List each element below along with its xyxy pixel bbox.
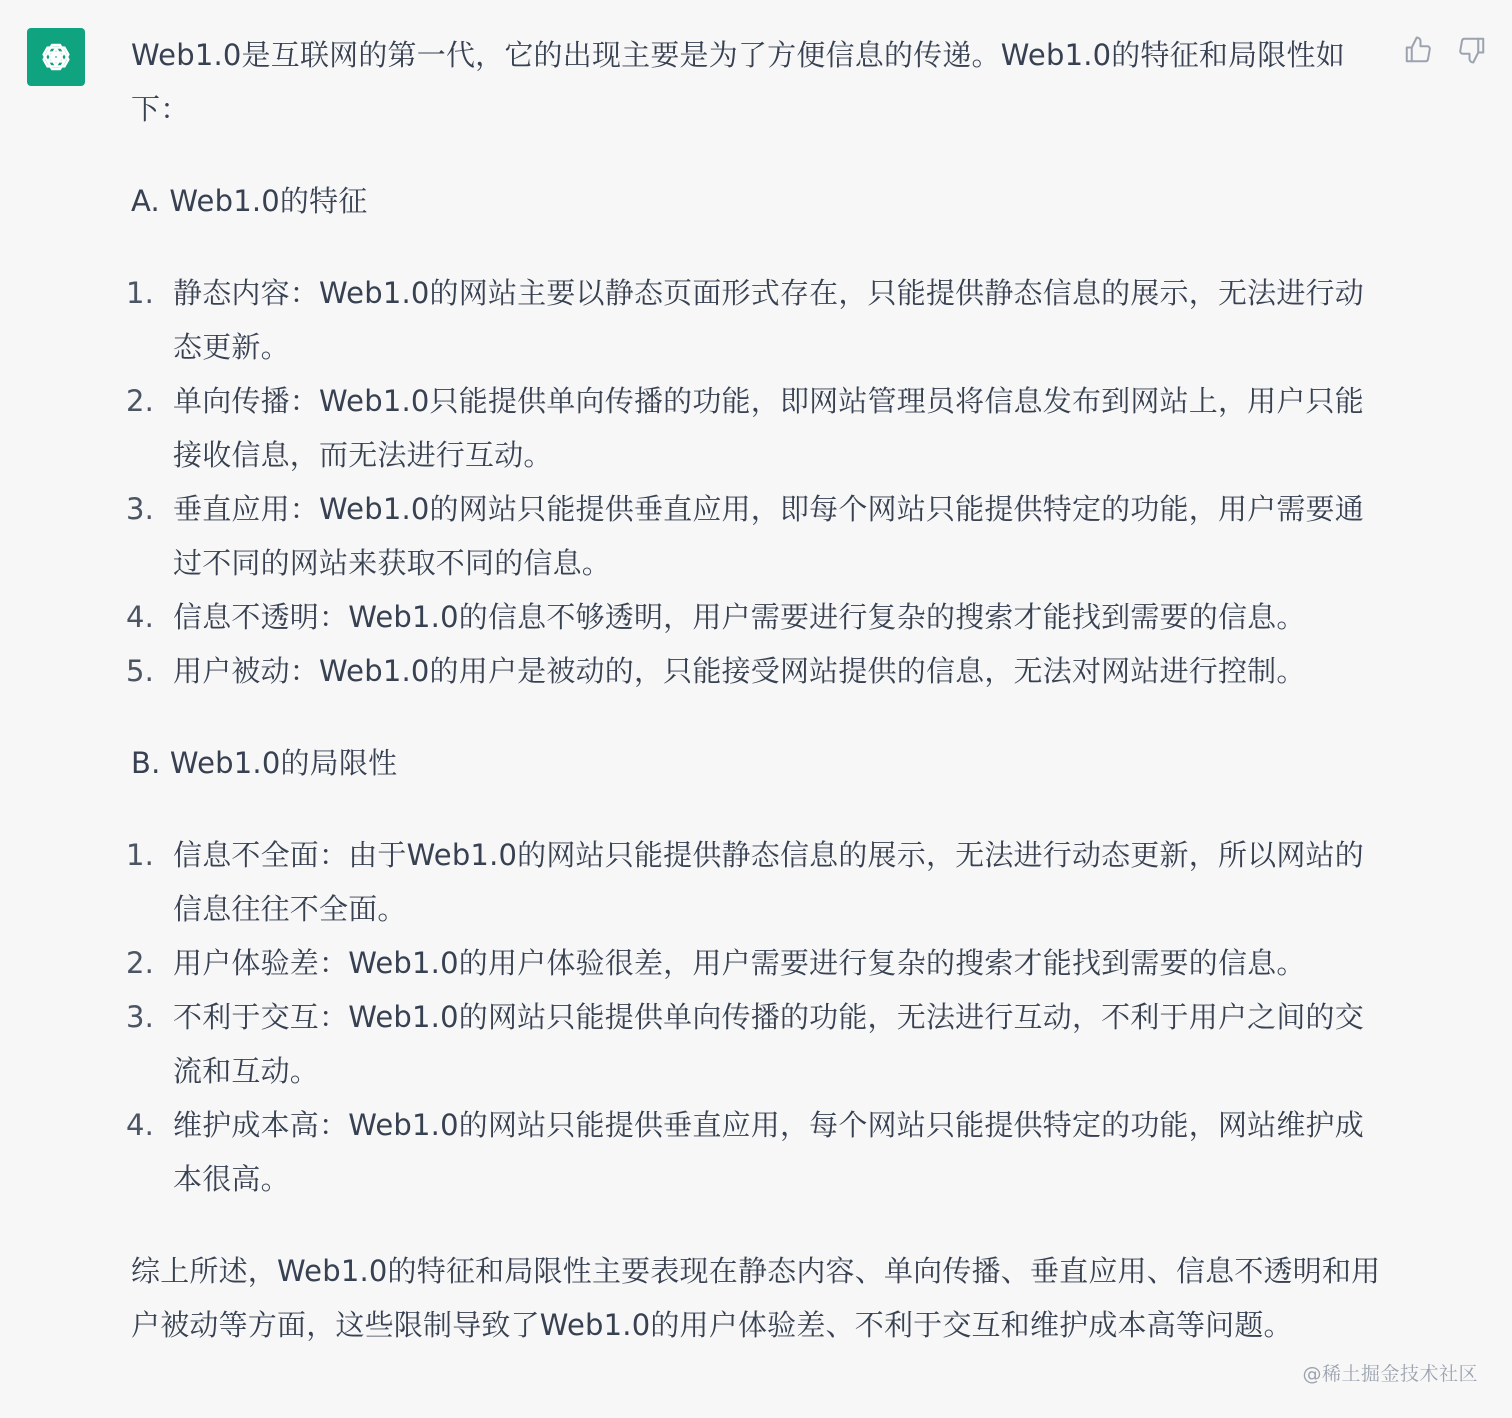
section-heading-features: A. Web1.0的特征 xyxy=(131,184,368,218)
list-item xyxy=(126,590,1381,644)
assistant-avatar xyxy=(27,28,85,86)
list-item-text: 信息不全面：由于Web1.0的网站只能提供静态信息的展示，无法进行动态更新，所以网站的信息往往不全面。 xyxy=(173,838,1364,926)
list-item-text: 垂直应用：Web1.0的网站只能提供垂直应用，即每个网站只能提供特定的功能，用户需要通过不同的网站来获取不同的信息。 xyxy=(173,492,1364,580)
conclusion-paragraph: 综上所述，Web1.0的特征和局限性主要表现在静态内容、单向传播、垂直应用、信息不透明和用户被动等方面，这些限制导致了Web1.0的用户体验差、不利于交互和维护成本高等问题。 xyxy=(131,1254,1381,1342)
list-item-text: 单向传播：Web1.0只能提供单向传播的功能，即网站管理员将信息发布到网站上，用户只能接收信息，而无法进行互动。 xyxy=(173,384,1364,472)
list-item xyxy=(126,374,1381,482)
list-item xyxy=(126,828,1381,936)
list-item xyxy=(126,266,1381,374)
list-item-text: 静态内容：Web1.0的网站主要以静态页面形式存在，只能提供静态信息的展示，无法进行动态更新。 xyxy=(173,276,1364,364)
section-heading-limitations: B. Web1.0的局限性 xyxy=(131,746,398,780)
list-item xyxy=(126,990,1381,1098)
thumbs-up-icon xyxy=(1403,35,1433,65)
list-item-number: 4. xyxy=(126,1108,155,1142)
list-item-text: 维护成本高：Web1.0的网站只能提供垂直应用，每个网站只能提供特定的功能，网站维护成本很高。 xyxy=(173,1108,1364,1196)
list-item-number: 3. xyxy=(126,492,155,526)
list-item xyxy=(126,644,1381,698)
list-item-number: 5. xyxy=(126,654,155,688)
openai-logo-icon xyxy=(36,37,76,77)
list-item-text: 不利于交互：Web1.0的网站只能提供单向传播的功能，无法进行互动，不利于用户之间的交流和互动。 xyxy=(173,1000,1364,1088)
list-item xyxy=(126,1098,1381,1206)
thumbs-down-button[interactable] xyxy=(1456,34,1488,66)
thumbs-down-icon xyxy=(1457,35,1487,65)
limitations-list xyxy=(126,828,1381,1206)
features-list xyxy=(126,266,1381,698)
list-item-number: 2. xyxy=(126,946,155,980)
list-item xyxy=(126,482,1381,590)
thumbs-up-button[interactable] xyxy=(1402,34,1434,66)
list-item-text: 信息不透明：Web1.0的信息不够透明，用户需要进行复杂的搜索才能找到需要的信息。 xyxy=(173,600,1306,634)
list-item-number: 3. xyxy=(126,1000,155,1034)
list-item-number: 2. xyxy=(126,384,155,418)
list-item-number: 1. xyxy=(126,838,155,872)
intro-paragraph: Web1.0是互联网的第一代，它的出现主要是为了方便信息的传递。Web1.0的特征和局限性如下： xyxy=(131,38,1345,126)
watermark: @稀土掘金技术社区 xyxy=(1302,1363,1478,1385)
list-item-text: 用户体验差：Web1.0的用户体验很差，用户需要进行复杂的搜索才能找到需要的信息。 xyxy=(173,946,1306,980)
list-item xyxy=(126,936,1381,990)
list-item-number: 4. xyxy=(126,600,155,634)
message-content xyxy=(126,28,1381,1352)
feedback-buttons xyxy=(1402,34,1488,66)
list-item-number: 1. xyxy=(126,276,155,310)
list-item-text: 用户被动：Web1.0的用户是被动的，只能接受网站提供的信息，无法对网站进行控制。 xyxy=(173,654,1306,688)
